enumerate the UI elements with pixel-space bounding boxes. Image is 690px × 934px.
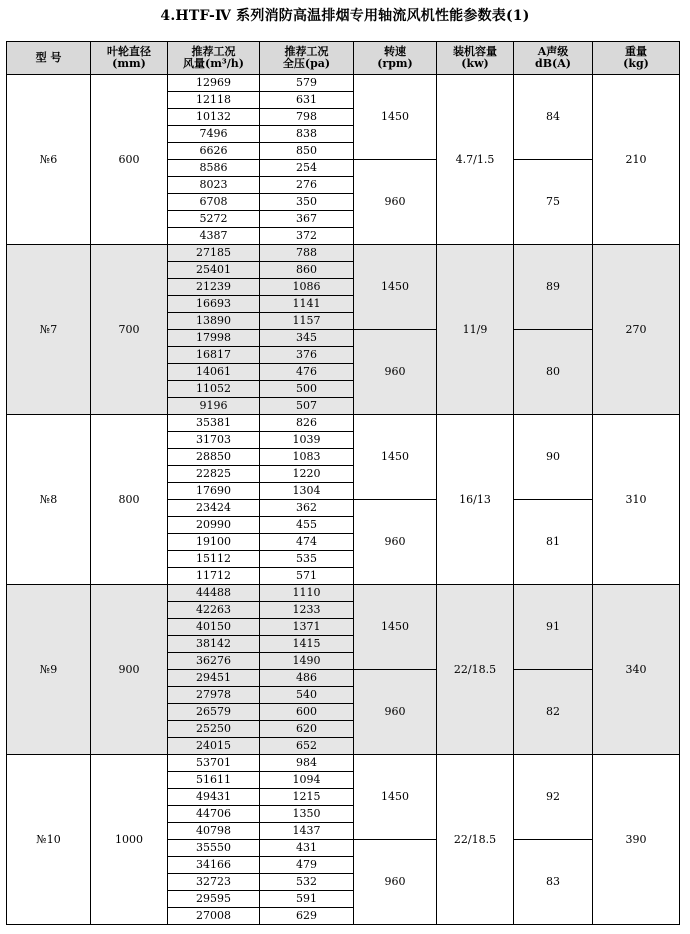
power-cell: 16/13: [437, 415, 514, 585]
speed-high-cell: 1450: [354, 75, 437, 160]
pressure-cell: 652: [260, 738, 354, 755]
pressure-cell: 788: [260, 245, 354, 262]
impeller-diameter-cell: 600: [91, 75, 168, 245]
header-model: [7, 42, 91, 75]
speed-low-cell: 960: [354, 330, 437, 415]
impeller-diameter-cell: 900: [91, 585, 168, 755]
pressure-cell: 984: [260, 755, 354, 772]
impeller-diameter-cell: 700: [91, 245, 168, 415]
pressure-cell: 476: [260, 364, 354, 381]
pressure-cell: 1415: [260, 636, 354, 653]
header-impeller-label: 叶轮直径: [107, 45, 151, 58]
airflow-cell: 11712: [168, 568, 260, 585]
airflow-cell: 27978: [168, 687, 260, 704]
airflow-cell: 7496: [168, 126, 260, 143]
airflow-cell: 24015: [168, 738, 260, 755]
pressure-cell: 1437: [260, 823, 354, 840]
header-noise-label: A声级: [537, 45, 569, 58]
power-cell: 22/18.5: [437, 755, 514, 925]
airflow-cell: 6708: [168, 194, 260, 211]
page-title: 4.HTF-Ⅳ 系列消防高温排烟专用轴流风机性能参数表(1): [160, 8, 530, 24]
airflow-cell: 4387: [168, 228, 260, 245]
noise-high-cell: 90: [514, 415, 593, 500]
noise-low-cell: 83: [514, 840, 593, 925]
airflow-cell: 26579: [168, 704, 260, 721]
airflow-cell: 17690: [168, 483, 260, 500]
pressure-cell: 1490: [260, 653, 354, 670]
airflow-cell: 49431: [168, 789, 260, 806]
header-power-unit: (kw): [461, 57, 489, 70]
pressure-cell: 1110: [260, 585, 354, 602]
header-airflow-unit: 风量(m³/h): [183, 57, 244, 70]
pressure-cell: 798: [260, 109, 354, 126]
airflow-cell: 12118: [168, 92, 260, 109]
airflow-cell: 11052: [168, 381, 260, 398]
airflow-cell: 19100: [168, 534, 260, 551]
speed-high-cell: 1450: [354, 245, 437, 330]
pressure-cell: 600: [260, 704, 354, 721]
pressure-cell: 1215: [260, 789, 354, 806]
airflow-cell: 34166: [168, 857, 260, 874]
table-row: [7, 75, 680, 92]
header-airflow: [168, 42, 260, 75]
airflow-cell: 8586: [168, 160, 260, 177]
pressure-cell: 1220: [260, 466, 354, 483]
pressure-cell: 455: [260, 517, 354, 534]
table-header: [7, 42, 680, 75]
table-row: [7, 415, 680, 432]
header-pressure: [260, 42, 354, 75]
weight-cell: 270: [593, 245, 680, 415]
power-cell: 22/18.5: [437, 585, 514, 755]
pressure-cell: 345: [260, 330, 354, 347]
header-airflow-label: 推荐工况: [191, 45, 236, 58]
header-power-label: 装机容量: [453, 45, 497, 58]
airflow-cell: 36276: [168, 653, 260, 670]
header-weight-unit: (kg): [623, 57, 649, 70]
airflow-cell: 40150: [168, 619, 260, 636]
airflow-cell: 10132: [168, 109, 260, 126]
model-cell: №6: [7, 75, 91, 245]
airflow-cell: 20990: [168, 517, 260, 534]
airflow-cell: 22825: [168, 466, 260, 483]
weight-cell: 340: [593, 585, 680, 755]
pressure-cell: 631: [260, 92, 354, 109]
airflow-cell: 13890: [168, 313, 260, 330]
header-speed-unit: (rpm): [377, 57, 413, 70]
airflow-cell: 17998: [168, 330, 260, 347]
noise-high-cell: 91: [514, 585, 593, 670]
speed-high-cell: 1450: [354, 755, 437, 840]
noise-high-cell: 84: [514, 75, 593, 160]
airflow-cell: 29595: [168, 891, 260, 908]
pressure-cell: 1371: [260, 619, 354, 636]
power-cell: 4.7/1.5: [437, 75, 514, 245]
pressure-cell: 1304: [260, 483, 354, 500]
airflow-cell: 53701: [168, 755, 260, 772]
pressure-cell: 629: [260, 908, 354, 925]
pressure-cell: 850: [260, 143, 354, 160]
header-pressure-unit: 全压(pa): [282, 57, 331, 70]
header-row: [7, 42, 680, 75]
airflow-cell: 14061: [168, 364, 260, 381]
noise-low-cell: 81: [514, 500, 593, 585]
noise-high-cell: 89: [514, 245, 593, 330]
pressure-cell: 367: [260, 211, 354, 228]
header-weight: [593, 42, 680, 75]
pressure-cell: 372: [260, 228, 354, 245]
header-impeller-unit: (mm): [112, 57, 146, 70]
airflow-cell: 9196: [168, 398, 260, 415]
pressure-cell: 350: [260, 194, 354, 211]
speed-low-cell: 960: [354, 160, 437, 245]
weight-cell: 210: [593, 75, 680, 245]
airflow-cell: 29451: [168, 670, 260, 687]
header-pressure-label: 推荐工况: [284, 45, 329, 58]
airflow-cell: 31703: [168, 432, 260, 449]
airflow-cell: 38142: [168, 636, 260, 653]
weight-cell: 390: [593, 755, 680, 925]
airflow-cell: 28850: [168, 449, 260, 466]
header-weight-label: 重量: [625, 45, 647, 58]
airflow-cell: 12969: [168, 75, 260, 92]
airflow-cell: 27185: [168, 245, 260, 262]
pressure-cell: 507: [260, 398, 354, 415]
impeller-diameter-cell: 800: [91, 415, 168, 585]
header-model-label: 型 号: [35, 51, 62, 64]
pressure-cell: 860: [260, 262, 354, 279]
pressure-cell: 376: [260, 347, 354, 364]
model-cell: №8: [7, 415, 91, 585]
header-noise: [514, 42, 593, 75]
impeller-diameter-cell: 1000: [91, 755, 168, 925]
airflow-cell: 44706: [168, 806, 260, 823]
airflow-cell: 16693: [168, 296, 260, 313]
airflow-cell: 40798: [168, 823, 260, 840]
pressure-cell: 532: [260, 874, 354, 891]
header-noise-unit: dB(A): [535, 57, 571, 70]
pressure-cell: 254: [260, 160, 354, 177]
table-row: [7, 585, 680, 602]
power-cell: 11/9: [437, 245, 514, 415]
speed-low-cell: 960: [354, 500, 437, 585]
noise-low-cell: 75: [514, 160, 593, 245]
pressure-cell: 1086: [260, 279, 354, 296]
pressure-cell: 1094: [260, 772, 354, 789]
weight-cell: 310: [593, 415, 680, 585]
airflow-cell: 16817: [168, 347, 260, 364]
pressure-cell: 1157: [260, 313, 354, 330]
pressure-cell: 1350: [260, 806, 354, 823]
airflow-cell: 21239: [168, 279, 260, 296]
table-body: [7, 75, 680, 925]
pressure-cell: 571: [260, 568, 354, 585]
header-impeller-diameter: [91, 42, 168, 75]
pressure-cell: 500: [260, 381, 354, 398]
pressure-cell: 838: [260, 126, 354, 143]
airflow-cell: 35381: [168, 415, 260, 432]
airflow-cell: 8023: [168, 177, 260, 194]
airflow-cell: 35550: [168, 840, 260, 857]
airflow-cell: 44488: [168, 585, 260, 602]
header-speed: [354, 42, 437, 75]
noise-high-cell: 92: [514, 755, 593, 840]
pressure-cell: 486: [260, 670, 354, 687]
pressure-cell: 591: [260, 891, 354, 908]
speed-high-cell: 1450: [354, 585, 437, 670]
pressure-cell: 535: [260, 551, 354, 568]
pressure-cell: 1039: [260, 432, 354, 449]
speed-high-cell: 1450: [354, 415, 437, 500]
pressure-cell: 540: [260, 687, 354, 704]
pressure-cell: 474: [260, 534, 354, 551]
model-cell: №10: [7, 755, 91, 925]
pressure-cell: 431: [260, 840, 354, 857]
pressure-cell: 276: [260, 177, 354, 194]
airflow-cell: 6626: [168, 143, 260, 160]
noise-low-cell: 82: [514, 670, 593, 755]
model-cell: №7: [7, 245, 91, 415]
pressure-cell: 826: [260, 415, 354, 432]
speed-low-cell: 960: [354, 840, 437, 925]
table-row: [7, 755, 680, 772]
airflow-cell: 23424: [168, 500, 260, 517]
model-cell: №9: [7, 585, 91, 755]
noise-low-cell: 80: [514, 330, 593, 415]
airflow-cell: 25401: [168, 262, 260, 279]
airflow-cell: 42263: [168, 602, 260, 619]
pressure-cell: 620: [260, 721, 354, 738]
pressure-cell: 1141: [260, 296, 354, 313]
airflow-cell: 27008: [168, 908, 260, 925]
header-power: [437, 42, 514, 75]
pressure-cell: 362: [260, 500, 354, 517]
airflow-cell: 32723: [168, 874, 260, 891]
pressure-cell: 579: [260, 75, 354, 92]
performance-table: [6, 41, 680, 925]
pressure-cell: 479: [260, 857, 354, 874]
pressure-cell: 1083: [260, 449, 354, 466]
header-speed-label: 转速: [384, 45, 406, 58]
airflow-cell: 51611: [168, 772, 260, 789]
pressure-cell: 1233: [260, 602, 354, 619]
airflow-cell: 5272: [168, 211, 260, 228]
airflow-cell: 25250: [168, 721, 260, 738]
speed-low-cell: 960: [354, 670, 437, 755]
airflow-cell: 15112: [168, 551, 260, 568]
table-row: [7, 245, 680, 262]
